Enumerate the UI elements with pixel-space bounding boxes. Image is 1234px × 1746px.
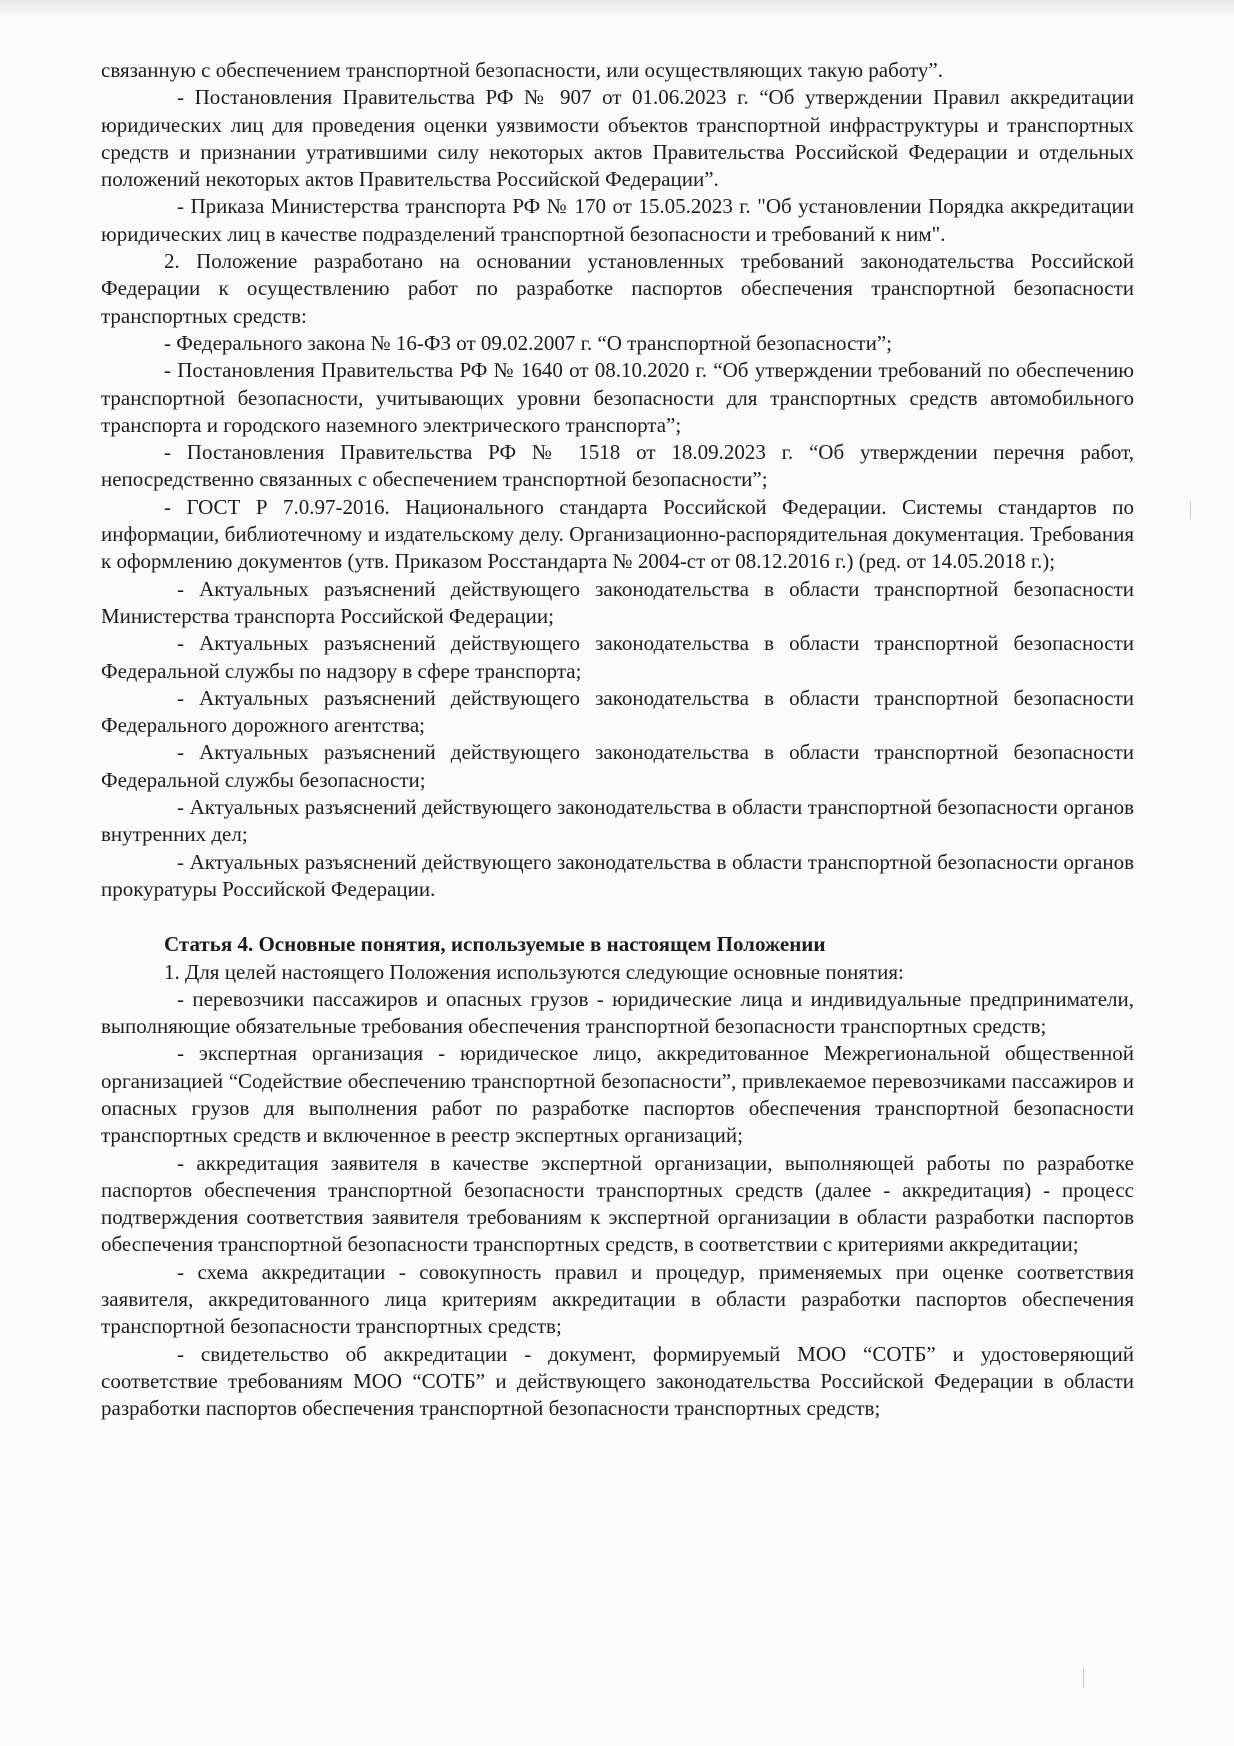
definition-carriers: - перевозчики пассажиров и опасных грузов - юридические лица и индивидуальные предприниматели, выполняющие обязательные требования обеспечения транспортной безопасности транспортных средств; — [101, 986, 1134, 1039]
paragraph-decree-1518: - Постановления Правительства РФ № 1518 от 18.09.2023 г. “Об утверждении перечня работ, непосредственно связанных с обеспечением транспортной безопасности”; — [101, 440, 1134, 492]
document-body — [101, 57, 1134, 1423]
definition-accreditation-scheme: - схема аккредитации - совокупность правил и процедур, применяемых при оценке соответствия заявителя, аккредитованного лица критериям аккредитации в области разработки паспортов обеспечения транспортной безопасности транспортных средств; — [101, 1259, 1134, 1339]
paragraph-decree-1640: - Постановления Правительства РФ № 1640 от 08.10.2020 г. “Об утверждении требований по обеспечению транспортной безопасности, учитывающих уровни безопасности для транспортных средств автомобильного транспорта и городского наземного электрического транспорта”; — [101, 358, 1134, 437]
paragraph-clarification-mintrans: - Актуальных разъяснений действующего законодательства в области транспортной безопасности Министерства транспорта Российской Федерации; — [101, 576, 1134, 628]
scan-mark — [1083, 1668, 1084, 1688]
paragraph-article4-intro: 1. Для целей настоящего Положения используются следующие основные понятия: — [164, 959, 904, 984]
paragraph-clarification-fsb: - Актуальных разъяснений действующего законодательства в области транспортной безопасности Федеральной службы безопасности; — [101, 740, 1134, 792]
definition-accreditation: - аккредитация заявителя в качестве экспертной организации, выполняющей работы по разработке паспортов обеспечения транспортной безопасности транспортных средств (далее - аккредитация) - процесс подтверждения соответствия заявителя требованиям к экспертной организации в области разработки паспортов обеспечения транспортной безопасности транспортных средств, в соответствии с критериями аккредитации; — [101, 1150, 1134, 1257]
paragraph-clause-2: 2. Положение разработано на основании установленных требований законодательства Российской Федерации к осуществлению работ по разработке паспортов обеспечения транспортной безопасности транспортных средств: — [101, 249, 1134, 328]
paragraph-continuation: связанную с обеспечением транспортной безопасности, или осуществляющих такую работу”. — [101, 58, 943, 82]
scan-mark — [1190, 502, 1191, 518]
paragraph-clarification-prosecutor: - Актуальных разъяснений действующего законодательства в области транспортной безопасности органов прокуратуры Российской Федерации. — [101, 849, 1134, 901]
paragraph-clarification-rosavtodor: - Актуальных разъяснений действующего законодательства в области транспортной безопасности Федерального дорожного агентства; — [101, 685, 1134, 738]
definition-certificate: - свидетельство об аккредитации - документ, формируемый МОО “СОТБ” и удостоверяющий соответствие требованиям МОО “СОТБ” и действующего законодательства Российской Федерации в области разработки паспортов обеспечения транспортной безопасности транспортных средств; — [101, 1341, 1134, 1421]
paragraph-clarification-police: - Актуальных разъяснений действующего законодательства в области транспортной безопасности органов внутренних дел; — [101, 795, 1134, 847]
definition-expert-organization: - экспертная организация - юридическое лицо, аккредитованное Межрегиональной общественной организацией “Содействие обеспечению транспортной безопасности”, привлекаемое перевозчиками пассажиров и опасных грузов для выполнения работ по разработке паспортов обеспечения транспортной безопасности транспортных средств и включенное в реестр экспертных организаций; — [101, 1041, 1134, 1148]
paragraph-order-170: - Приказа Министерства транспорта РФ № 170 от 15.05.2023 г. "Об установлении Порядка аккредитации юридических лиц в качестве подразделений транспортной безопасности и требований к ним". — [101, 194, 1134, 246]
article-4-heading: Статья 4. Основные понятия, используемые в настоящем Положении — [164, 932, 826, 957]
paragraph-decree-907: - Постановления Правительства РФ № 907 от 01.06.2023 г. “Об утверждении Правил аккредитации юридических лиц для проведения оценки уязвимости объектов транспортной инфраструктуры и транспортных средств и признании утратившими силу некоторых актов Правительства Российской Федерации и отдельных положений некоторых актов Правительства Российской Федерации”. — [101, 85, 1134, 192]
paragraph-clarification-rostransnadzor: - Актуальных разъяснений действующего законодательства в области транспортной безопасности Федеральной службы по надзору в сфере транспорта; — [101, 631, 1134, 683]
paragraph-law-16fz: - Федерального закона № 16-ФЗ от 09.02.2007 г. “О транспортной безопасности”; — [164, 330, 892, 355]
paragraph-gost: - ГОСТ Р 7.0.97-2016. Национального стандарта Российской Федерации. Системы стандартов по информации, библиотечному и издательскому делу. Организационно-распорядительная документация. Требования к оформлению документов (утв. Приказом Росстандарта № 2004-ст от 08.12.2016 г.) (ред. от 14.05.2018 г.); — [101, 494, 1134, 574]
